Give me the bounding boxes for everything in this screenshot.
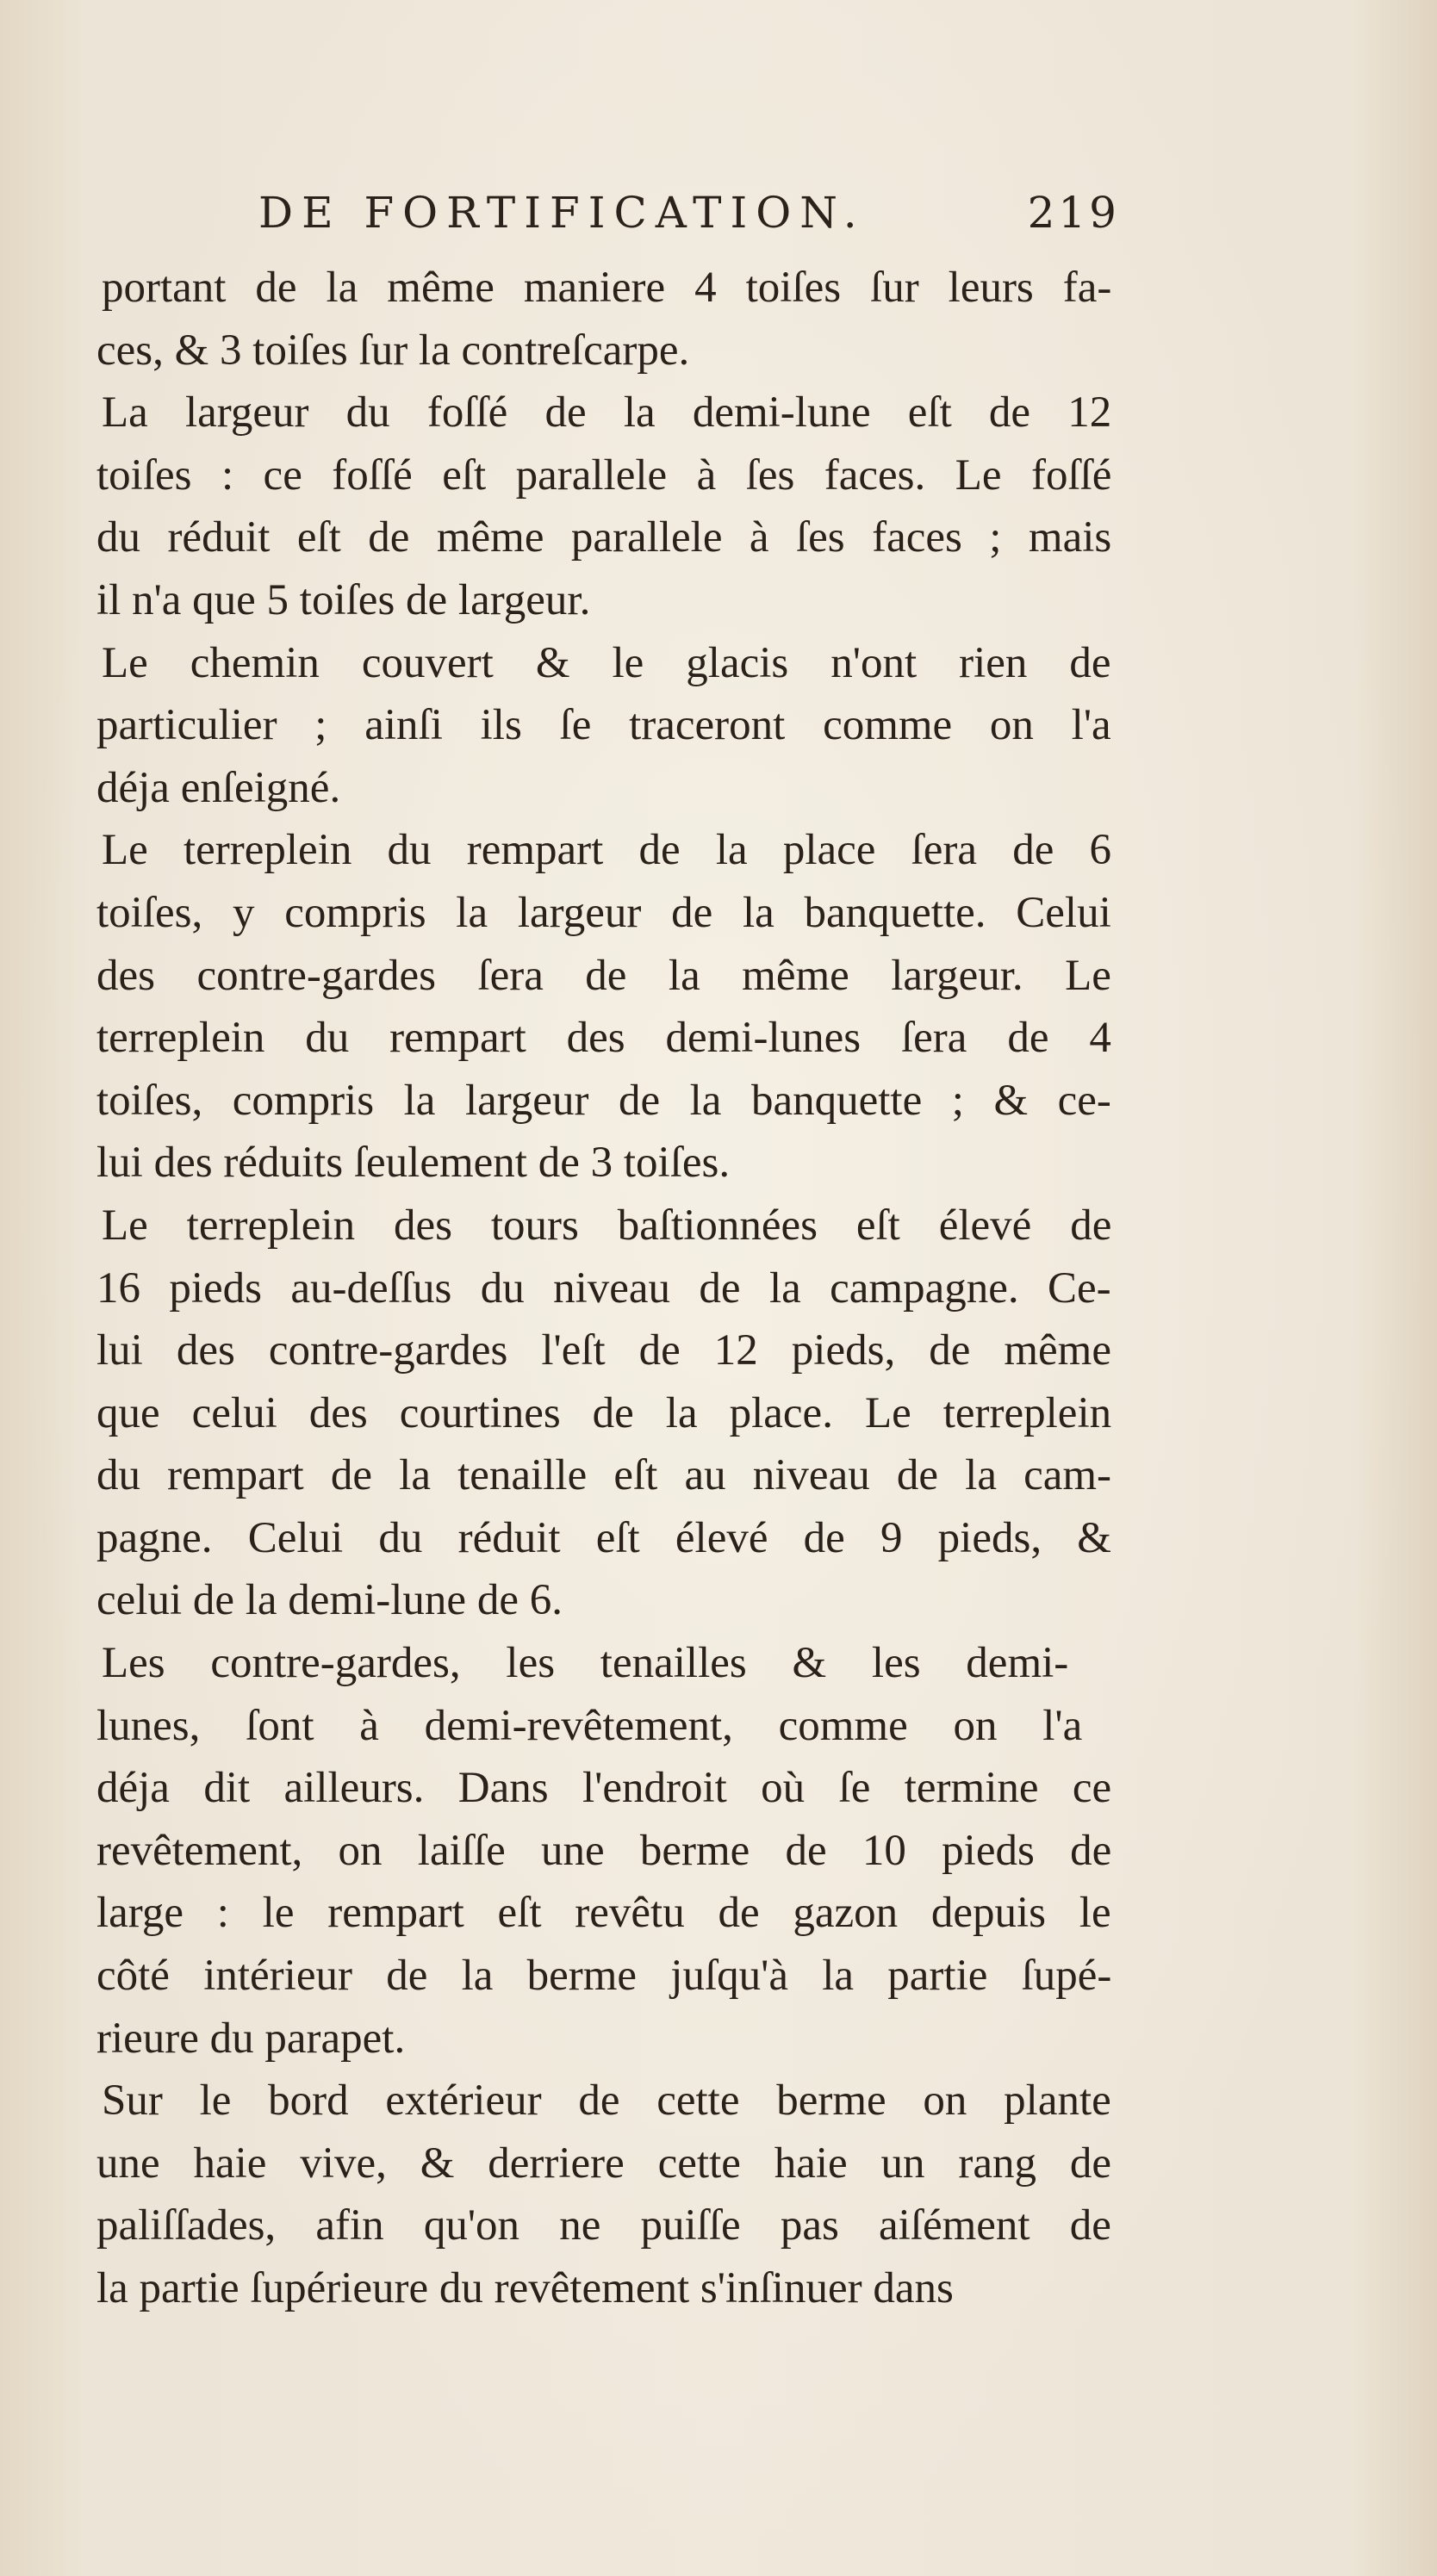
paragraph (96, 2070, 1111, 2319)
text-line: portant de la même maniere 4 toiſes ſur leurs fa- (102, 264, 1112, 312)
text-line: Sur le bord extérieur de cette berme on plante (102, 2076, 1111, 2126)
text-line: paliſſades, afin qu'on ne puiſſe pas aiſément de (96, 2201, 1111, 2250)
text-line: pagne. Celui du réduit eſt élevé de 9 pieds, & (96, 1513, 1111, 1562)
paragraph (96, 1632, 1111, 2070)
text-line: il n'a que 5 toiſes de largeur. (96, 575, 591, 624)
text-line: lui des contre-gardes l'eſt de 12 pieds, de même (96, 1326, 1111, 1375)
text-line: toiſes, compris la largeur de la banquette ; & ce- (96, 1076, 1111, 1125)
running-head-title: DE FORTIFICATION. (258, 188, 866, 238)
text-line: particulier ; ainſi ils ſe traceront comme on l'a (96, 701, 1111, 750)
text-line: La largeur du foſſé de la demi-lune eſt de 12 (102, 388, 1112, 438)
text-line: Les contre-gardes, les tenailles & les demi- (102, 1639, 1069, 1688)
paragraph (96, 382, 1111, 631)
running-head (258, 188, 1120, 250)
text-line: déja enſeigné. (96, 763, 341, 812)
text-line: large : le rempart eſt revêtu de gazon depuis le (96, 1889, 1111, 1938)
text-line: déja dit ailleurs. Dans l'endroit où ſe termine ce (96, 1764, 1112, 1813)
body-text (96, 257, 1111, 2320)
text-line: 16 pieds au-deſſus du niveau de la campagne. Ce- (96, 1263, 1111, 1313)
text-line: ces, & 3 toiſes ſur la contreſcarpe. (96, 326, 690, 375)
text-line: revêtement, on laiſſe une berme de 10 pieds de (96, 1826, 1112, 1875)
text-line: lui des réduits ſeulement de 3 toiſes. (96, 1139, 731, 1188)
text-line: côté intérieur de la berme juſqu'à la partie ſupé- (96, 1952, 1112, 2001)
text-line: Le terreplein des tours baſtionnées eſt élevé de (102, 1201, 1112, 1250)
text-line: du réduit eſt de même parallele à ſes faces ; mais (96, 513, 1112, 562)
text-line: rieure du parapet. (96, 2014, 406, 2063)
text-line: que celui des courtines de la place. Le terreplein (96, 1388, 1112, 1437)
text-line: Le chemin couvert & le glacis n'ont rien de (102, 638, 1111, 687)
text-line: toiſes : ce foſſé eſt parallele à ſes faces. Le foſſé (96, 450, 1112, 500)
text-line: la partie ſupérieure du revêtement s'inſinuer dans (96, 2264, 954, 2312)
text-line: du rempart de la tenaille eſt au niveau de la cam- (96, 1451, 1112, 1500)
paragraph (96, 1195, 1111, 1632)
text-line: lunes, ſont à demi-revêtement, comme on l'a (96, 1701, 1083, 1750)
text-line: une haie vive, & derriere cette haie un rang de (96, 2138, 1112, 2188)
text-line: toiſes, y compris la largeur de la banquette. Celui (96, 888, 1111, 937)
paragraph (96, 632, 1111, 820)
page-number: 219 (1027, 188, 1120, 238)
text-line: celui de la demi-lune de 6. (96, 1576, 563, 1625)
text-line: des contre-gardes ſera de la même largeur. Le (96, 951, 1111, 1000)
text-line: Le terreplein du rempart de la place ſera de 6 (102, 826, 1112, 875)
paragraph (96, 819, 1111, 1195)
paragraph (96, 257, 1111, 382)
text-line: terreplein du rempart des demi-lunes ſera de 4 (96, 1014, 1111, 1063)
